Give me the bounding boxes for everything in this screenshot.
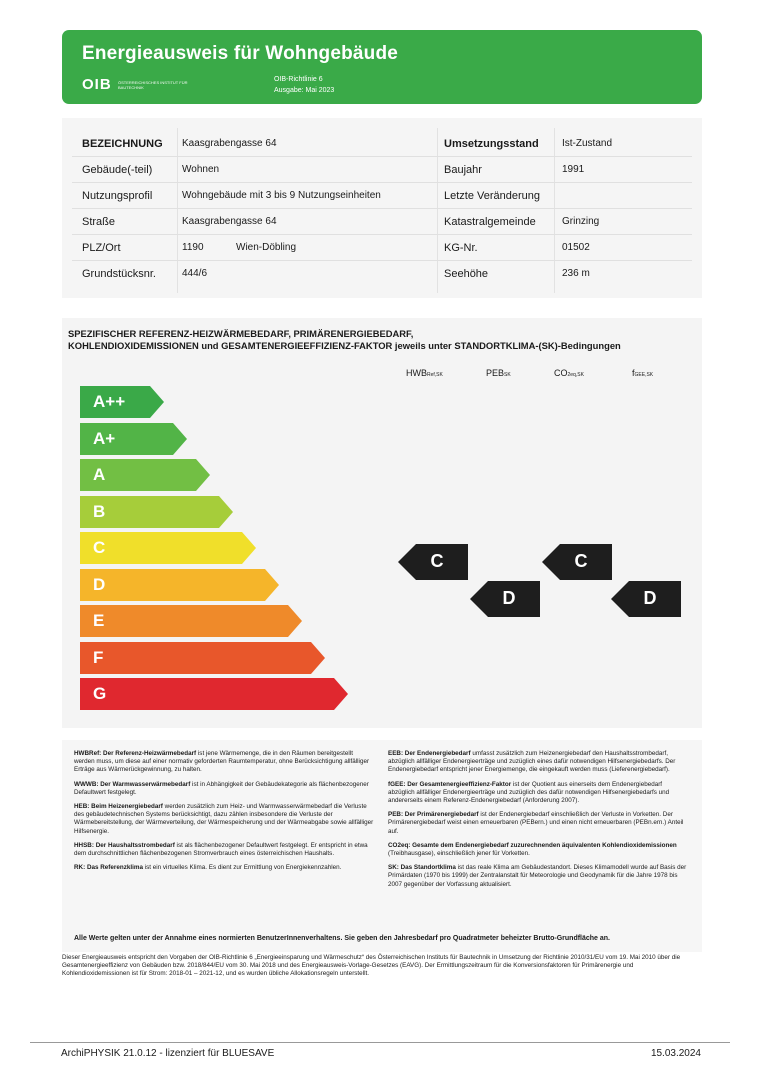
info-row-1 bbox=[62, 131, 702, 157]
def-heb: HEB: Beim Heizenergiebedarf werden zusätzlich zum Heiz- und Warmwasserwärmebedarf die Verluste des gebäudetechnischen Systems berücksichtigt, dazu zählen insbesondere die Verluste der Wärmebereitstellung, der Wärmeverteilung, der Wärmespeicherung und der Wärmeabgabe sowie allfälliger Hilfsenergie. bbox=[74, 803, 374, 835]
umsetzung-value: Ist-Zustand bbox=[562, 138, 613, 149]
nutzungsprofil-value: Wohngebäude mit 3 bis 9 Nutzungseinheiten bbox=[182, 190, 381, 201]
energy-class-label: F bbox=[93, 647, 104, 667]
baujahr-value: 1991 bbox=[562, 164, 585, 175]
definitions-right bbox=[388, 750, 688, 895]
def-wwwb: WWWB: Der Warmwasserwärmebedarf ist in Abhängigkeit der Gebäudekategorie als flächenbezogener Defaultwert festgelegt. bbox=[74, 780, 369, 796]
chart-heading bbox=[68, 328, 621, 352]
strasse-label: Straße bbox=[82, 216, 116, 228]
oib-logo: OIB bbox=[82, 76, 112, 93]
energy-class-band bbox=[80, 569, 279, 601]
rating-label: D bbox=[502, 587, 516, 608]
guideline-info bbox=[274, 74, 334, 96]
co2-rating-marker bbox=[542, 544, 612, 580]
def-peb: PEB: Der Primärenergiebedarf ist der Endenergiebedarf einschließlich der Verluste in Vorketten. Der Primärenergiebedarf weist einen erneuerbaren (PEBern.) und einen nicht erneuerbaren (PEBn.ern.) Anteil auf. bbox=[388, 811, 684, 835]
fgee-rating-marker bbox=[611, 581, 681, 617]
definitions-footnote: Alle Werte gelten unter der Annahme eines normierten BenutzerInnenverhaltens. Sie geben den Jahresbedarf pro Quadratmeter beheizter Brutto-Grundfläche an. bbox=[74, 935, 611, 942]
column-header-co2: CO2eq,SK bbox=[554, 368, 584, 378]
document-title: Energieausweis für Wohngebäude bbox=[82, 43, 399, 64]
hwb-rating-marker bbox=[398, 544, 468, 580]
energy-class-label: B bbox=[93, 501, 106, 521]
chart-heading-line-2: KOHLENDIOXIDEMISSIONEN und GESAMTENERGIEEFFIZIENZ-FAKTOR jeweils unter STANDORTKLIMA-(SK)-Bedingungen bbox=[68, 340, 621, 351]
building-info-table bbox=[62, 118, 702, 298]
seehoehe-label: Seehöhe bbox=[444, 268, 489, 280]
energy-class-band bbox=[80, 423, 187, 455]
kataster-value: Grinzing bbox=[562, 216, 600, 227]
seehoehe-value: 236 m bbox=[562, 268, 590, 279]
info-row-6 bbox=[62, 261, 702, 287]
column-header-fgee: fGEE,SK bbox=[632, 368, 654, 378]
rating-label: C bbox=[430, 551, 444, 571]
umsetzung-label: Umsetzungsstand bbox=[444, 138, 539, 150]
veraenderung-label: Letzte Veränderung bbox=[444, 190, 541, 202]
def-hwb: HWBRef: Der Referenz-Heizwärmebedarf ist jene Wärmemenge, die in den Räumen bereitgestellt werden muss, um diese auf einer normativ geforderten Raumtemperatur, ohne Berücksichtigung allfälliger Erträge aus Wärmerückgewinnung, zu halten. bbox=[74, 750, 370, 774]
edition: Ausgabe: Mai 2023 bbox=[274, 87, 335, 94]
baujahr-label: Baujahr bbox=[444, 164, 482, 176]
info-row-5 bbox=[62, 235, 702, 261]
energy-class-label: G bbox=[93, 684, 107, 703]
oib-logo-subtitle: ÖSTERREICHISCHES INSTITUT FÜR BAUTECHNIK bbox=[118, 80, 188, 90]
column-header-hwb: HWBRef,SK bbox=[406, 368, 443, 378]
energy-class-band bbox=[80, 642, 325, 674]
energy-class-band bbox=[80, 386, 164, 418]
energy-class-band bbox=[80, 605, 302, 637]
rating-label: C bbox=[574, 551, 588, 571]
plz-value: 1190 bbox=[182, 242, 204, 253]
definitions-section bbox=[62, 740, 702, 952]
footer-divider bbox=[30, 1042, 730, 1043]
energy-class-band bbox=[80, 532, 256, 564]
def-rk: RK: Das Referenzklima ist ein virtuelles Klima. Es dient zur Ermittlung von Energiekennzahlen. bbox=[74, 864, 342, 872]
nutzungsprofil-label: Nutzungsprofil bbox=[82, 190, 153, 202]
def-hhsb: HHSB: Der Haushaltsstrombedarf ist als flächenbezogener Defaultwert festgelegt. Er entspricht in etwa dem durchschnittlichen flächenbezogenen Stromverbrauch eines österreichischen Haushalts. bbox=[74, 841, 368, 858]
energy-class-label: C bbox=[93, 538, 106, 557]
bezeichnung-value: Kaasgrabengasse 64 bbox=[182, 138, 277, 149]
info-row-4 bbox=[62, 209, 702, 235]
energy-class-band bbox=[80, 496, 233, 528]
gebaeude-label: Gebäude(-teil) bbox=[82, 164, 153, 176]
energy-class-label: A bbox=[93, 465, 106, 484]
strasse-value: Kaasgrabengasse 64 bbox=[182, 216, 277, 227]
grundstueck-label: Grundstücksnr. bbox=[82, 268, 156, 280]
def-fgee: fGEE: Der Gesamtenergieeffizienz-Faktor ist der Quotient aus einerseits dem Endenergiebedarf abzüglich allfälliger Endenergieerträge und zuzüglich des dafür notwendigen Hilfsenergiebedarfs und andererseits einem Referenz-Endenergiebedarf (Anforderung 2007). bbox=[388, 780, 670, 805]
gebaeude-value: Wohnen bbox=[182, 164, 220, 175]
energy-class-band bbox=[80, 459, 210, 491]
def-sk: SK: Das Standortklima ist das reale Klima am Gebäudestandort. Dieses Klimamodell wurde auf Basis der Primärdaten (1970 bis 1999) der Zentralanstalt für Meteorologie und Geodynamik für die Jahre 1978 bis 2007 gegenüber der Vorfassung aktualisiert. bbox=[388, 864, 687, 888]
kataster-label: Katastralgemeinde bbox=[444, 216, 536, 228]
def-co2: CO2eq: Gesamte dem Endenergiebedarf zuzurechnenden äquivalenten Kohlendioxidemissionen (Treibhausgase), einschließlich jener für Vorketten. bbox=[388, 841, 677, 858]
kgnr-value: 01502 bbox=[562, 242, 590, 253]
info-row-2 bbox=[62, 157, 702, 183]
definitions-left bbox=[74, 750, 374, 878]
def-eeb: EEB: Der Endenergiebedarf umfasst zusätzlich zum Heizenergiebedarf den Haushaltsstrombedarf, abzüglich allfälliger Endenergieerträge und zuzüglich eines dafür notwendigen Hilfsenergiebedarfs. Der Endenergiebedarf entspricht jener Energiemenge, die eingekauft werden muss (Lieferenergiebedarf). bbox=[388, 750, 676, 774]
ort-value: Wien-Döbling bbox=[236, 242, 297, 253]
info-row-3 bbox=[62, 183, 702, 209]
header-banner bbox=[62, 30, 702, 104]
grundstueck-value: 444/6 bbox=[182, 268, 208, 279]
plz-label: PLZ/Ort bbox=[82, 242, 121, 254]
bezeichnung-label: BEZEICHNUNG bbox=[82, 138, 163, 150]
guideline: OIB-Richtlinie 6 bbox=[274, 76, 323, 83]
energy-class-band bbox=[80, 678, 348, 710]
column-header-peb: PEBSK bbox=[486, 368, 511, 378]
energy-class-label: A+ bbox=[93, 428, 116, 448]
peb-rating-marker bbox=[470, 581, 540, 617]
energy-class-label: D bbox=[93, 574, 106, 594]
energy-class-label: E bbox=[93, 611, 105, 630]
issue-date: 15.03.2024 bbox=[650, 1048, 701, 1059]
energy-class-chart bbox=[62, 318, 702, 728]
chart-heading-line-1: SPEZIFISCHER REFERENZ-HEIZWÄRMEBEDARF, PRIMÄRENERGIEBEDARF, bbox=[68, 328, 414, 339]
energy-class-label: A++ bbox=[93, 392, 126, 411]
kgnr-label: KG-Nr. bbox=[444, 242, 478, 254]
legal-notice: Dieser Energieausweis entspricht den Vorgaben der OIB-Richtlinie 6 „Energieeinsparung und Wärmeschutz“ des Österreichischen Instituts für Bautechnik in Umsetzung der Richtlinie 2010/31/EU vom 19. Mai 2010 über die Gesamtenergieeffizienz von Gebäuden bzw. 2018/844/EU vom 30. Mai 2018 und des Energieausweis-Vorlage-Gesetzes (EAVG). Der Ermittlungszeitraum für die Konversionsfaktoren für Primärenergie und Kohlendioxidemissionen ist für Strom: 2018-01 – 2021-12, und es wurden übliche Allokationsregeln unterstellt. bbox=[62, 954, 681, 978]
software-license: ArchiPHYSIK 21.0.12 - lizenziert für BLUESAVE bbox=[61, 1048, 275, 1059]
rating-label: D bbox=[643, 587, 657, 608]
